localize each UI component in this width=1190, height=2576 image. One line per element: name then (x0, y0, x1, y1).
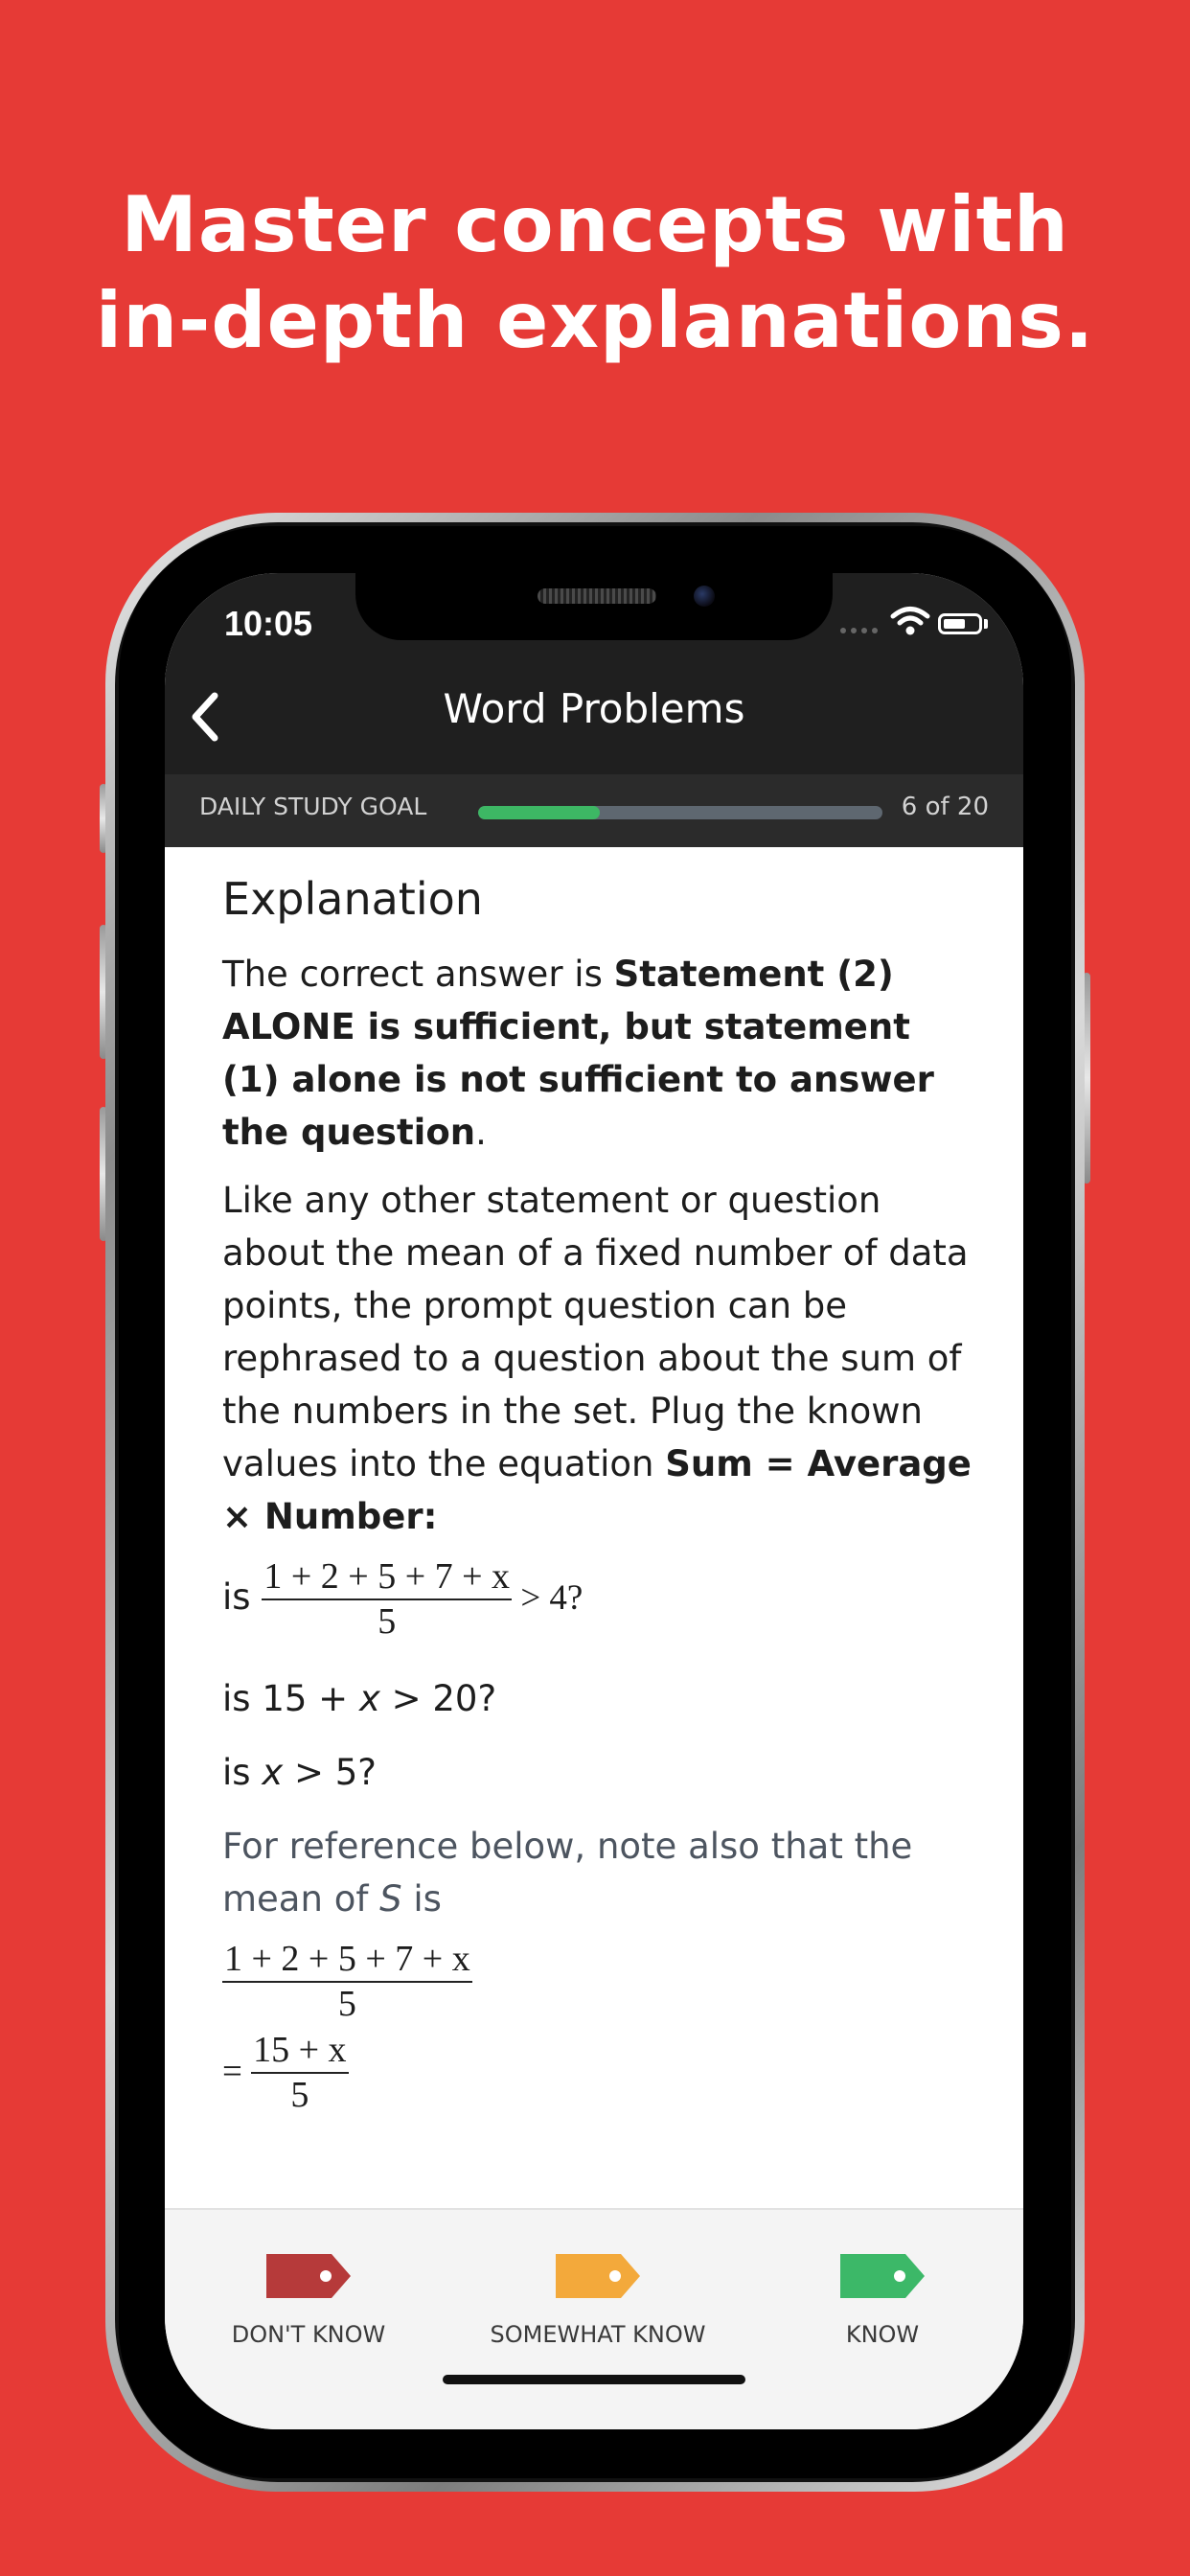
step-3-inequality: is x > 5? (222, 1752, 377, 1793)
headline-line-2: in-depth explanations. (95, 276, 1095, 365)
page-title: Word Problems (443, 685, 745, 732)
headline-line-1: Master concepts with (121, 180, 1069, 269)
confidence-rating-bar (165, 2208, 1023, 2429)
phone-screen (165, 573, 1023, 2429)
simplified-mean-formula: = $\frac{15 + x}{5}$ (222, 2030, 347, 2115)
step-2-inequality: is 15 + x > 20? (222, 1678, 497, 1719)
somewhat-know-tag-shape (556, 2254, 640, 2298)
somewhat-know-button[interactable]: SOMEWHAT KNOW (473, 2254, 722, 2348)
mean-formula: $\frac{1 + 2 + 5 + 7 + x}{5}$ (224, 1939, 470, 2024)
status-time: 10:05 (224, 604, 313, 643)
speaker-grille (538, 588, 656, 604)
phone-frame (105, 513, 1085, 2492)
reference-note: For reference below, note also that the mean of S is (222, 1826, 913, 1920)
front-camera (694, 586, 715, 607)
dont-know-button[interactable]: DON'T KNOW (211, 2254, 406, 2348)
study-goal-count: 6 of 20 (901, 793, 989, 821)
orange-tag-icon (556, 2254, 640, 2298)
study-goal-progress-bar (478, 806, 882, 819)
equation-label: Sum = Average × Number: (222, 1443, 972, 1537)
step-1-fraction: $\frac{1 + 2 + 5 + 7 + x}{5}$ (263, 1556, 511, 1642)
battery-icon (938, 613, 982, 634)
phone-notch (355, 573, 833, 640)
wifi-icon (890, 606, 930, 636)
step-1-formula: is $\frac{1 + 2 + 5 + 7 + x}{5}$ > 4? (222, 1556, 584, 1642)
red-tag-icon (266, 2254, 351, 2298)
green-tag-icon (840, 2254, 925, 2298)
cellular-signal-icon (840, 628, 879, 633)
know-tag-shape (840, 2254, 925, 2298)
app-header (165, 573, 1023, 847)
marketing-headline (0, 177, 1190, 369)
correct-answer-statement: Statement (2) ALONE is sufficient, but statement (1) alone is not sufficient to answer the question (222, 954, 934, 1153)
dont-know-tag-shape (266, 2254, 351, 2298)
home-indicator[interactable] (443, 2375, 745, 2384)
know-button[interactable]: KNOW (791, 2254, 973, 2348)
explanation-content (222, 865, 979, 2113)
study-goal-label: DAILY STUDY GOAL (199, 793, 427, 820)
explanation-heading: Explanation (222, 873, 483, 925)
explanation-body: Like any other statement or question about the mean of a fixed number of data points, the prompt question can be rephrased to a question about the sum of the numbers in the set. Plug the known values into the equation Sum = Average × Number: (222, 1180, 972, 1537)
daily-study-goal (165, 774, 1023, 847)
correct-answer-text: The correct answer is Statement (2) ALONE is sufficient, but statement (1) alone is not sufficient to answer the question. (222, 954, 934, 1153)
study-goal-progress-fill (478, 806, 600, 819)
